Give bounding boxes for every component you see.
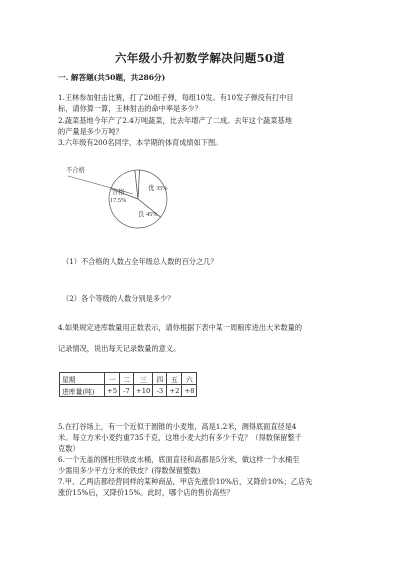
- question-4-line-1: 4.如果规定进库数量用正数表示，请你根据下表中某一周粮库进出大米数量的: [58, 323, 303, 332]
- grain-table: [59, 372, 197, 397]
- table-day: 六: [182, 373, 197, 385]
- table-day: 一: [105, 373, 120, 385]
- grade-pie-chart: [60, 162, 190, 232]
- question-3-text: 3.六年级有200名同学，本学期的体育成绩如下图。: [58, 138, 223, 147]
- question-7-line-2: 涨价15%后，又降价15%。此时，哪个店的售价高些？: [58, 488, 234, 497]
- question-5-line-3: 克数）: [58, 444, 80, 453]
- table-value: +2: [167, 385, 182, 397]
- question-6-line-1: 6.一个无盖的圆柱形铁皮水桶，底面直径和高都是5分米，做这样一个水桶至: [58, 455, 300, 464]
- table-value: +8: [182, 385, 197, 397]
- question-2-line-2: 的产量是多少万吨？: [58, 127, 123, 136]
- question-5-line-1: 5.在打谷场上，有一个近似于圆锥的小麦堆，高是1.2米，测得底面直径是4: [58, 422, 297, 431]
- label-excellent: 优: [148, 185, 155, 192]
- table-day: 二: [120, 373, 134, 385]
- label-pass: 合格: [112, 189, 125, 196]
- label-good: 良: [138, 211, 145, 218]
- label-pass-pct: 17.5%: [110, 197, 127, 204]
- table-value: +10: [134, 385, 153, 397]
- table-row-label: 进库量(吨): [60, 385, 105, 397]
- question-7-line-1: 7.甲、乙两店都经营同样的某种商品，甲店先涨价10%后，又降价10%；乙店先: [58, 477, 313, 486]
- question-1-line-1: 1.王林参加射击比赛，打了20组子弹，每组10发。有10发子弹没有打中目: [58, 93, 294, 102]
- question-1-line-2: 标，请你算一算，王林射击的命中率是多少？: [58, 104, 202, 113]
- page-title: 六年级小升初数学解决问题50道: [114, 51, 285, 65]
- table-day: 三: [134, 373, 153, 385]
- label-excellent-pct: 35%: [156, 185, 168, 192]
- question-5-line-2: 米。每立方米小麦约重735千克，这堆小麦大约有多少千克？（得数保留整千: [58, 433, 302, 442]
- label-good-pct: 45%: [146, 211, 158, 218]
- table-day: 四: [153, 373, 167, 385]
- question-6-line-2: 少需用多少平方分米的铁皮？(得数保留整数): [58, 466, 201, 475]
- question-3-sub-1: （1）不合格的人数占全年级总人数的百分之几？: [62, 257, 218, 266]
- question-2-line-1: 2.蔬菜基地今年产了2.4万吨蔬菜，比去年增产了二成。去年这个蔬菜基地: [58, 116, 292, 125]
- table-row: [60, 385, 197, 397]
- question-4-line-2: 记录情况，说出每天记录数量的意义。: [58, 344, 181, 353]
- section-heading: 一. 解答题(共50题，共286分): [58, 73, 166, 82]
- table-value: +5: [105, 385, 120, 397]
- table-value: -7: [120, 385, 134, 397]
- question-3-sub-2: （2）各个等级的人数分别是多少？: [62, 294, 175, 303]
- label-fail: 不合格: [66, 167, 85, 174]
- table-day: 五: [167, 373, 182, 385]
- table-header-label: 星期: [60, 373, 105, 385]
- table-value: -3: [153, 385, 167, 397]
- table-header-row: [60, 373, 197, 385]
